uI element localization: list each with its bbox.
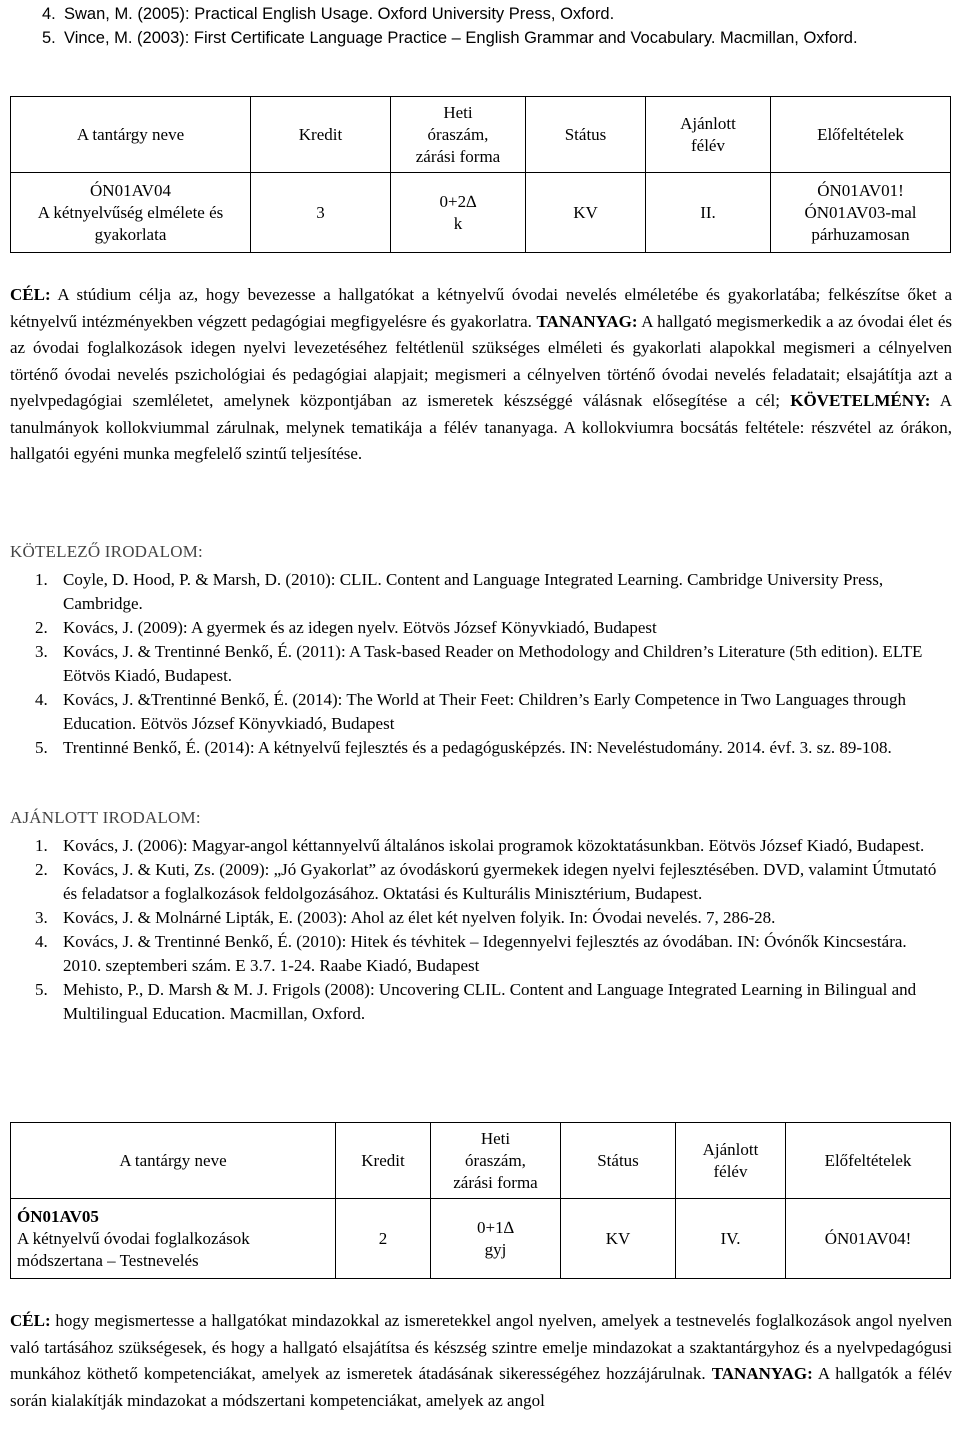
list-item: 2. Kovács, J. & Kuti, Zs. (2009): „Jó Gyakorlat” az óvodáskorú gyermekek idegen nyelvi fejlesztésében. DVD, valamint Útmutató és feladatsor a foglalkozások feldolgozásához. Oktatási és Kulturális Minisztérium, Budapest.	[35, 860, 937, 903]
list-text: Vince, M. (2003): First Certificate Language Practice – English Grammar and Vocabulary. Macmillan, Oxford.	[64, 29, 858, 47]
recommended-reading-heading: AJÁNLOTT IRODALOM:	[10, 808, 201, 827]
status-value: KV	[561, 1199, 676, 1279]
table-row	[11, 1199, 951, 1279]
course-1-description: CÉL: A stúdium célja az, hogy bevezesse a hallgatókat a kétnyelvű óvodai nevelés elméletébe és gyakorlatába; felkészítse őket a kétnyelvű intézményekben végzett pedagógiai megfigyelésre és gyakorlatra. TANANYAG: A hallgató megismerkedik a az óvodai élet és az óvodai foglalkozások idegen nyelvi levezetéséhez feltétlenül szükséges elméleti és gyakorlati alapokkal megismeri a célnyelven történő óvodai nevelés pszichológiai és pedagógiai alapjait; megismeri a célnyelven történő óvodai nevelés feladatait; elsajátítja azt a nyelvpedagógiai szemléletet, amelynek központjában az ismeretek készséggé válásnak elősegítése a cél; KÖVETELMÉNY: A tanulmányok kollokviummal zárulnak, melynek tematikája a félév tananyaga. A kollokviumra bocsátás feltétele: részvétel az órákon, hallgatói egyéni munka megfelelő szintű teljesítése.	[10, 285, 952, 463]
course-table-1	[10, 96, 951, 253]
mandatory-reading-heading: KÖTELEZŐ IRODALOM:	[10, 542, 203, 561]
prerequisites-value: ÓN01AV01! ÓN01AV03-mal párhuzamosan	[771, 173, 951, 253]
tananyag-label: TANANYAG:	[711, 1364, 813, 1383]
header-status: Státus	[561, 1123, 676, 1199]
header-weekly-hours: Heti óraszám, zárási forma	[431, 1123, 561, 1199]
kovetelmeny-label: KÖVETELMÉNY:	[790, 391, 931, 410]
mandatory-reading-list	[35, 568, 945, 760]
header-semester: Ajánlott félév	[676, 1123, 786, 1199]
status-value: KV	[526, 173, 646, 253]
top-reference-list	[42, 2, 942, 50]
header-credit: Kredit	[251, 97, 391, 173]
list-item: 4. Kovács, J. &Trentinné Benkő, É. (2014): The World at Their Feet: Children’s Early Competence in Two Languages through Education. Eötvös József Könyvkiadó, Budapest	[35, 690, 907, 733]
course-2-description: CÉL: hogy megismertesse a hallgatókat mindazokkal az ismeretekkel angol nyelven, amelyek a testnevelés foglalkozások angol nyelven való tartásához szükségesek, és hogy a hallgató elsajátítsa és készség szintre emelje mindazokat a szaktantárgyhoz és a nyelvpedagógusi munkához köthető kompetenciákat, amelyek az ismeretek átadásának sikerességéhez hozzájárulnak. TANANYAG: A hallgatók a félév során kialakítják mindazokat a módszertani kompetenciákat, amelyek az angol	[10, 1311, 952, 1410]
credit-value: 3	[251, 173, 391, 253]
course-table-2	[10, 1122, 951, 1279]
header-course-name: A tantárgy neve	[11, 1123, 336, 1199]
course-code: ÓN01AV04	[90, 180, 171, 200]
prerequisites-value: ÓN01AV04!	[786, 1199, 951, 1279]
header-weekly-hours: Heti óraszám, zárási forma	[391, 97, 526, 173]
semester-value: II.	[646, 173, 771, 253]
list-item: 1. Coyle, D. Hood, P. & Marsh, D. (2010): CLIL. Content and Language Integrated Learning. Cambridge University Press, Cambridge.	[35, 570, 884, 613]
list-item: 5. Mehisto, P., D. Marsh & M. J. Frigols (2008): Uncovering CLIL. Content and Language Integrated Learning in Bilingual and Multilingual Education. Macmillan, Oxford.	[35, 980, 917, 1023]
table-header-row	[11, 1123, 951, 1199]
list-item: 4. Kovács, J. & Trentinné Benkő, É. (2010): Hitek és tévhitek – Idegennyelvi fejlesztés az óvodában. IN: Óvónők Kincsestára. 2010. szeptemberi szám. E 3.7. 1-24. Raabe Kiadó, Budapest	[35, 932, 907, 975]
list-item: 3. Kovács, J. & Trentinné Benkő, É. (2011): A Task-based Reader on Methodology and Children’s Literature (5th edition). ELTE Eötvös Kiadó, Budapest.	[35, 642, 923, 685]
tananyag-label: TANANYAG:	[536, 311, 638, 331]
header-credit: Kredit	[336, 1123, 431, 1199]
list-text: Swan, M. (2005): Practical English Usage. Oxford University Press, Oxford.	[64, 5, 615, 23]
table-row	[11, 173, 951, 253]
table-header-row	[11, 97, 951, 173]
list-item: 3. Kovács, J. & Molnárné Lipták, E. (2003): Ahol az élet két nyelven folyik. In: Óvodai nevelés. 7, 286-28.	[35, 908, 776, 927]
header-course-name: A tantárgy neve	[11, 97, 251, 173]
credit-value: 2	[336, 1199, 431, 1279]
header-semester: Ajánlott félév	[646, 97, 771, 173]
list-item: 2. Kovács, J. (2009): A gyermek és az idegen nyelv. Eötvös József Könyvkiadó, Budapest	[35, 618, 657, 637]
header-status: Státus	[526, 97, 646, 173]
list-number: 4.	[42, 5, 56, 23]
cel-label: CÉL:	[10, 1311, 51, 1330]
recommended-reading-list	[35, 834, 945, 1026]
cel-label: CÉL:	[10, 285, 51, 304]
list-item	[42, 2, 942, 26]
hours-value: 0+1∆ gyj	[431, 1199, 561, 1279]
course-code: ÓN01AV05	[17, 1206, 99, 1226]
course-name-cell: ÓN01AV05 A kétnyelvű óvodai foglalkozások módszertana – Testnevelés	[11, 1199, 336, 1279]
course-name-cell: ÓN01AV04 A kétnyelvűség elmélete és gyakorlata	[11, 173, 251, 253]
list-item: 1. Kovács, J. (2006): Magyar-angol kéttannyelvű általános iskolai programok közoktatásunkban. Eötvös József Kiadó, Budapest.	[35, 836, 925, 855]
list-number: 5.	[42, 29, 56, 47]
header-prerequisites: Előfeltételek	[771, 97, 951, 173]
semester-value: IV.	[676, 1199, 786, 1279]
header-prerequisites: Előfeltételek	[786, 1123, 951, 1199]
hours-value: 0+2∆ k	[391, 173, 526, 253]
list-item	[42, 26, 942, 50]
list-item: 5. Trentinné Benkő, É. (2014): A kétnyelvű fejlesztés és a pedagógusképzés. IN: Neveléstudomány. 2014. évf. 3. sz. 89-108.	[35, 738, 892, 757]
